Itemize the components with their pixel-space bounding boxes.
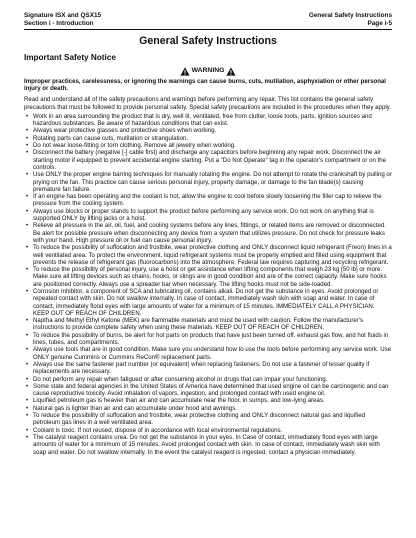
list-item: • To reduce the possibility of suffocation and frostbite, wear protective clothing and ONLY disconnect liquid refrigerant (Freon) lines in a well ventilated area. To protect the environment, liquid refrigerant systems must be properly emptied and filled using equipment that prevents the release of refrigerant gas (fluorocarbons) into the atmosphere. Federal law requires capturing and recycling refrigerant. <box>24 244 392 266</box>
list-item: • Disconnect the battery (negative [-] cable first) and discharge any capacitors before beginning any repair work. Disconnect the air starting motor if equipped to prevent accidental engine starting. Put a "Do Not Operate" tag in the operator's compartment or on the controls. <box>24 149 392 171</box>
header-model: Signature ISX and QSX15 <box>24 12 102 19</box>
list-item: • Do not perform any repair when fatigued or after consuming alcohol or drugs that can impair your functioning. <box>24 376 392 383</box>
header-rule <box>24 29 392 30</box>
warning-label: WARNING <box>191 67 225 75</box>
section-subtitle: Important Safety Notice <box>24 52 116 62</box>
list-item: • Always use the same fastener part number (or equivalent) when replacing fasteners. Do not use a fastener of lesser quality if replacements are necessary. <box>24 361 392 376</box>
list-item: • To reduce the possibility of suffocation and frostbite, wear protective clothing and ONLY disconnect natural gas and liquified petroleum gas lines in a well ventilated area. <box>24 412 392 427</box>
list-item: • Corrosion inhibitor, a component of SCA and lubricating oil, contains alkali. Do not get the substance in eyes. Avoid prolonged or repeated contact with skin. Do not swallow internally. In case of contact, immediately wash skin with soap and water. In case of contact, immediately flood eyes with large amounts of water for a minimum of 15 minutes. IMMEDIATELY CALL A PHYSICIAN. KEEP OUT OF REACH OF CHILDREN. <box>24 288 392 317</box>
list-item: • Naptha and Methyl Ethyl Ketone (MEK) are flammable materials and must be used with caution. Follow the manufacturer's instructions to provide complete safety when using these materials. KEEP OUT OF REACH OF CHILDREN. <box>24 317 392 332</box>
list-item: • To reduce the possibility of personal injury, use a hoist or get assistance when lifting components that weigh 23 kg [50 lb] or more. Make sure all lifting devices such as chains, hooks, or slings are in good condition and are of the correct capacity. Make sure hooks are positioned correctly. Always use a spreader bar when necessary. The lifting hooks must not be side-loaded. <box>24 266 392 288</box>
list-item: • Work in an area surrounding the product that is dry, well lit, ventilated, free from clutter, loose tools, parts, ignition sources and hazardous substances. Be aware of hazardous conditions that can exist. <box>24 113 392 128</box>
list-item: • Do not wear loose-fitting or torn clothing. Remove all jewelry when working. <box>24 142 392 149</box>
list-item: • The catalyst reagent contains urea. Do not get the substance in your eyes. In Case of contact, immediately flood eyes with large amounts of water for a minimum of 15 minutes. Avoid prolonged contact with skin. In case of contact, immediately wash skin with soap and water. Do not swallow internally. In the event the catalyst reagent is ingested, contact a physician immediately. <box>24 434 392 456</box>
header-left <box>24 12 101 27</box>
list-item: • To reduce the possibility of burns, be alert for hot parts on products that have just been turned off, exhaust gas flow, and hot fluids in lines, tubes, and compartments. <box>24 332 392 347</box>
list-item: • Coolant is toxic. If not reused, dispose of in accordance with local environmental regulations. <box>24 427 392 434</box>
page-title: General Safety Instructions <box>139 34 277 47</box>
list-item: • Some state and federal agencies in the United States of America have determined that used engine oil can be carcinogenic and can cause reproductive toxicity. Avoid inhalation of vapors, ingestion, and prolonged contact with used engine oil. <box>24 383 392 398</box>
list-item: • Always use blocks or proper stands to support the product before performing any service work. Do not work on anything that is supported ONLY by lifting jacks or a hoist. <box>24 208 392 223</box>
running-header <box>24 12 392 27</box>
list-item: • Always use tools that are in good condition. Make sure you understand how to use the tools before performing any service work. Use ONLY genuine Cummins or Cummins ReCon® replacement parts. <box>24 346 392 361</box>
list-item: • Use ONLY the proper engine barring techniques for manually rotating the engine. Do not attempt to rotate the crankshaft by pulling or prying on the fan. This practice can cause serious personal injury, property damage, or damage to the fan blade(s) causing premature fan failure. <box>24 171 392 193</box>
list-item: • Rotating parts can cause cuts, mutilation or strangulation. <box>24 135 392 142</box>
list-item: • Always wear protective glasses and protective shoes when working. <box>24 127 392 134</box>
list-item: • If an engine has been operating and the coolant is hot, allow the engine to cool before slowly loosening the filler cap to relieve the pressure from the cooling system. <box>24 193 392 208</box>
warning-text: Improper practices, carelessness, or ignoring the warnings can cause burns, cuts, mutilation, asphyxiation or other personal injury or death. <box>24 77 386 92</box>
header-section: Section i - Introduction <box>24 19 94 27</box>
list-item: • Natural gas is lighter than air and can accumulate under hood and awnings. <box>24 405 392 412</box>
header-right <box>309 12 392 27</box>
header-chapter: General Safety Instructions <box>308 12 392 19</box>
list-item: • Relieve all pressure in the air, oil, fuel, and cooling systems before any lines, fittings, or related items are removed or disconnected. Be alert for possible pressure when disconnecting any device from a system that utilizes pressure. Do not check for pressure leaks with your hand. High pressure oil or fuel can cause personal injury. <box>24 222 392 244</box>
list-item: • Liquified petroleum gas is heavier than air and can accumulate near the floor, in sumps, and low-lying areas. <box>24 397 392 404</box>
warning-triangle-icon <box>180 67 190 76</box>
safety-list <box>24 113 392 456</box>
warning-triangle-icon <box>226 67 236 76</box>
header-page-number: Page i-5 <box>367 19 392 27</box>
warning-banner <box>24 67 392 76</box>
intro-paragraph: Read and understand all of the safety precautions and warnings before performing any repair. This list contains the general safety precautions that must be followed to provide personal safety. Special safety precautions are included in the procedures when they apply. <box>24 96 391 111</box>
